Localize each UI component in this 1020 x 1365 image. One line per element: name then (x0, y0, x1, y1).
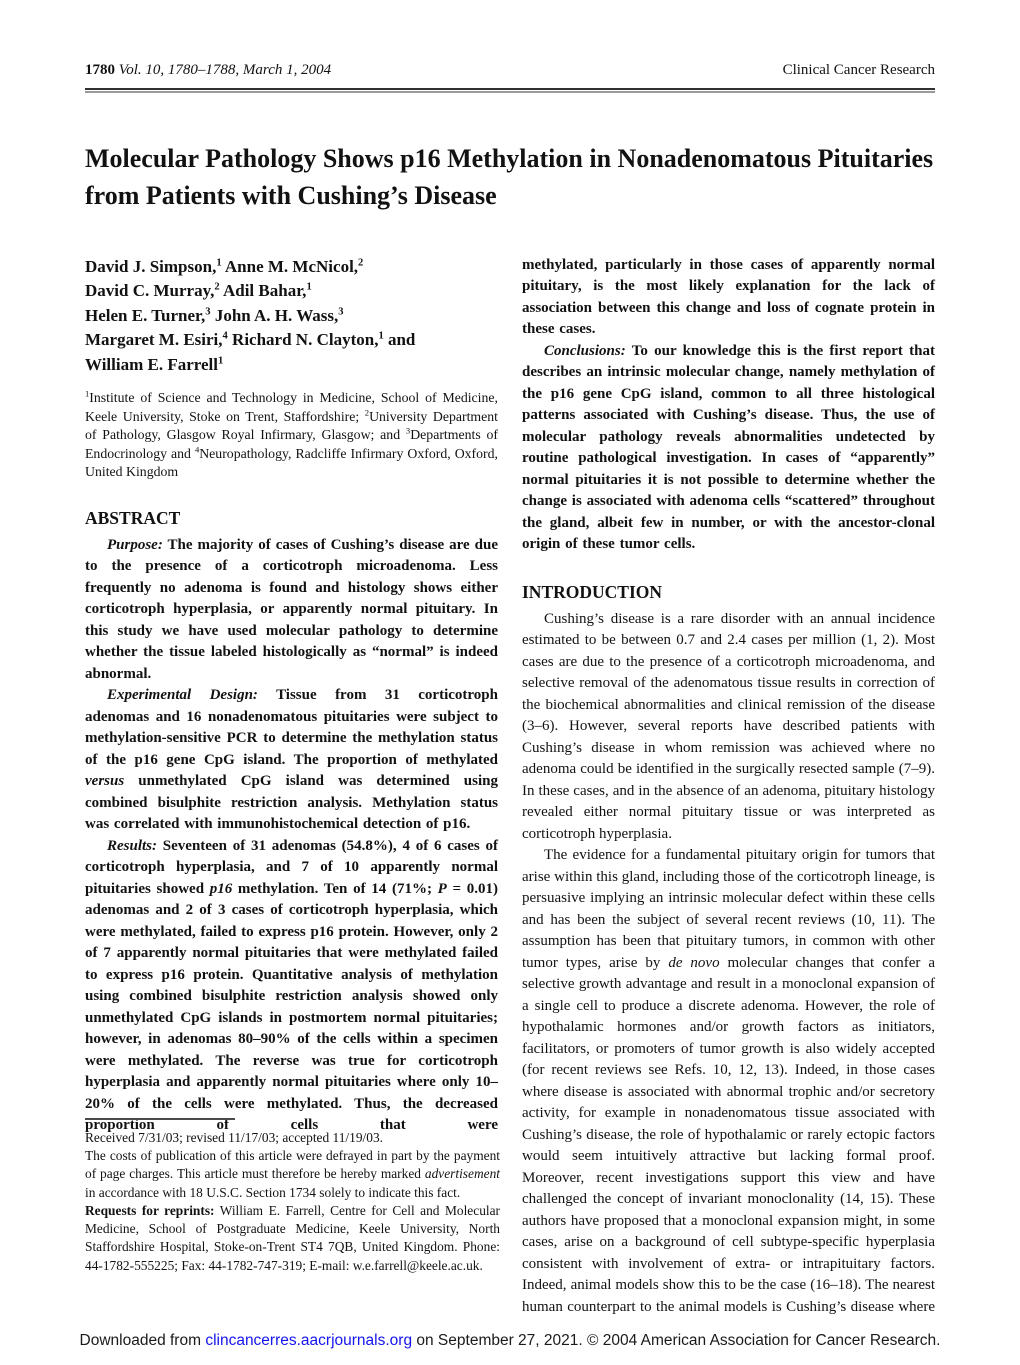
footnote-rule (85, 1118, 235, 1120)
author-list (85, 255, 498, 377)
affiliations (85, 389, 498, 481)
footer-post-text: on September 27, 2021. © 2004 American Association for Cancer Research. (412, 1332, 941, 1349)
header-citation (85, 62, 331, 79)
author-line (85, 353, 498, 377)
footnote-reprints (85, 1202, 500, 1275)
conclusions-label: Conclusions: (544, 342, 626, 359)
results-text: = 0.01) adenomas and 2 of 3 cases of corticotroph hyperplasia, which were methylated, failed to express p16 protein. However, only 2 of 7 apparently normal pituitaries that were methylated failed to express p16 protein. Quantitative analysis of methylation using combined bisulphite restriction analysis showed only unmethylated CpG islands in postmortem normal pituitaries; however, in adenomas 80–90% of the cells within a specimen were methylated. The reverse was true for corticotroph hyperplasia and apparently normal pituitaries where only 10–20% of the cells were methylated. Thus, the decreased proportion of cells that were (85, 880, 499, 1134)
affiliation-text: Departments of Endocrinology and (85, 427, 499, 461)
author-line (85, 279, 498, 303)
results-text: methylation. Ten of 14 (71%; (232, 880, 438, 897)
design-label: Experimental Design: (107, 687, 258, 704)
affiliation-mark: 3 (405, 425, 411, 436)
author-name: Anne M. McNicol, (221, 256, 359, 276)
page-number: 1780 (85, 62, 115, 78)
introduction-paragraph-1: Cushing’s disease is a rare disorder with an annual incidence estimated to be between 0.7 and 2.4 cases per million (1, 2). Most cases are due to the presence of a corticotroph microadenoma, and selective removal of the adenomatous tissue results in correction of the biochemical abnormalities and clinical remission of the disease (3–6). However, several reports have described patients with Cushing’s disease in whom remission was achieved where no adenoma could be identified in the surgically resected sample (7–9). In these cases, and in the absence of an adenoma, pituitary histology revealed either normal pituitary tissue or was interpreted as corticotroph hyperplasia. (522, 610, 935, 842)
article-title: Molecular Pathology Shows p16 Methylation in Nonadenomatous Pituitaries from Patients with Cushing’s Disease (85, 144, 934, 210)
abstract-conclusions-paragraph (522, 341, 935, 556)
author-affiliation-mark: 4 (222, 330, 228, 342)
introduction-paragraph-2 (522, 845, 935, 1318)
footnote-received: Received 7/31/03; revised 11/17/03; accepted 11/19/03. (85, 1130, 383, 1145)
purpose-text: The majority of cases of Cushing’s disease are due to the presence of a corticotroph microadenoma. Less frequently no adenoma is found and histology shows either corticotroph hyperplasia, or apparently normal pituitary. In this study we have used molecular pathology to determine whether the tissue labeled histologically as “normal” is indeed abnormal. (85, 536, 498, 682)
footnote-advertisement-italic: advertisement (424, 1166, 500, 1182)
download-footer-text (70, 1332, 950, 1350)
footnote-costs-text: The costs of publication of this article were defrayed in part by the payment of page charges. This article must therefore be hereby marked (85, 1148, 500, 1182)
affiliation-text: University Department of Pathology, Glasgow Royal Infirmary, Glasgow; and (85, 408, 498, 443)
design-italic: versus (85, 773, 125, 790)
author-affiliation-mark: 3 (205, 306, 211, 318)
author-affiliation-mark: 2 (358, 257, 364, 269)
author-name: Margaret M. Esiri, (85, 330, 223, 350)
abstract-results-continued: methylated, particularly in those cases of apparently normal pituitary, is the most likely explanation for the lack of association between this change and loss of cognate protein in these cases. (522, 256, 935, 338)
author-name: and (383, 330, 416, 350)
author-name: David J. Simpson, (85, 256, 217, 276)
page-header (85, 0, 935, 79)
abstract-purpose-paragraph (85, 535, 498, 686)
footer-pre-text: Downloaded from (79, 1332, 206, 1349)
results-italic-p: P (437, 880, 447, 897)
results-label: Results: (107, 837, 158, 854)
journal-name: Clinical Cancer Research (782, 62, 935, 78)
author-affiliation-mark: 1 (306, 281, 312, 293)
reprints-label: Requests for reprints: (85, 1202, 215, 1218)
introduction-heading: INTRODUCTION (522, 581, 663, 602)
author-affiliation-mark: 2 (214, 281, 220, 293)
author-line (85, 304, 498, 328)
abstract-heading: ABSTRACT (85, 507, 181, 528)
author-affiliation-mark: 1 (378, 330, 384, 342)
author-line (85, 328, 498, 352)
download-footer (0, 1332, 1020, 1350)
author-name: Richard N. Clayton, (227, 330, 379, 350)
intro-text: The evidence for a fundamental pituitary origin for tumors that arise within this gland, including those of the corticotroph lineage, is persuasive implying an intrinsic molecular defect within these cells and has been the subject of several recent reviews (10, 11). The assumption has been that pituitary tumors, in common with other tumor types, arise by (522, 847, 935, 971)
affiliation-mark: 2 (364, 407, 370, 418)
author-affiliation-mark: 1 (218, 355, 224, 367)
author-affiliation-mark: 1 (216, 257, 222, 269)
journal-site-link[interactable]: clincancerres.aacrjournals.org (205, 1332, 413, 1349)
author-line (85, 255, 498, 279)
intro-text: molecular changes that confer a selective growth advantage and result in a monoclonal expansion of a single cell to produce a discrete adenoma. However, the role of hypothalamic hormones and/or growth factors as initiators, facilitators, or promoters of tumor growth is also widely accepted (for recent reviews see Refs. 10, 12, 13). Indeed, in those cases where disease is associated with abnormal trophic and/or secretory activity, for example in nonadenomatous tissue associated with Cushing’s disease, the role of hypothalamic or rarely ectopic factors would seem intuitively attractive but lacking formal proof. Moreover, recent investigations support this view and have challenged the concept of invariant monoclonality (14, 15). These authors have proposed that a monoclonal expansion might, in some cases, arise on a background of cell subtype-specific hyperplasia consistent with involvement of extra- or intrapituitary factors. Indeed, animal models show this to be the case (16–18). The nearest human counterpart to the animal models is Cushing’s disease where (522, 954, 935, 1315)
affiliation-mark: 1 (85, 388, 90, 399)
affiliation-text: Neuropathology, Radcliffe Infirmary Oxford, Oxford, United Kingdom (85, 445, 498, 480)
author-affiliation-mark: 3 (338, 306, 344, 318)
author-name: William E. Farrell (85, 354, 218, 374)
abstract-results-paragraph (85, 836, 498, 1137)
right-column (522, 255, 935, 1319)
author-name: David C. Murray, (85, 281, 215, 301)
affiliation-mark: 4 (194, 444, 200, 455)
design-text: Tissue from 31 corticotroph adenomas and 16 nonadenomatous pituitaries were subject to methylation-sensitive PCR to determine the methylation status of the p16 gene CpG island. The proportion of methylated (85, 687, 498, 768)
results-italic-p16: p16 (209, 880, 233, 897)
abstract-design-paragraph (85, 685, 498, 836)
affiliation-text: Institute of Science and Technology in Medicine, School of Medicine, Keele University, Stoke on Trent, Staffordshire; (85, 390, 498, 424)
intro-italic-de-novo: de novo (668, 954, 720, 971)
conclusions-text: To our knowledge this is the first report that describes an intrinsic molecular change, namely methylation of the p16 gene CpG island, common to all three histological patterns associated with Cushing’s disease. Thus, the use of molecular pathology reveals abnormalities undetected by routine pathological investigation. In cases of “apparently” normal pituitaries it is not possible to determine whether the change is associated with adenoma cells “scattered” throughout the gland, albeit few in number, or with the ancestor-clonal origin of these tumor cells. (522, 342, 935, 553)
reprints-text: William E. Farrell, Centre for Cell and Molecular Medicine, School of Postgraduate Medicine, Keele University, North Staffordshire Hospital, Stoke-on-Trent ST4 7QB, United Kingdom. Phone: 44-1782-555225; Fax: 44-1782-747-319; E-mail: w.e.farrell@keele.ac.uk. (85, 1202, 501, 1273)
volume-citation: Vol. 10, 1780–1788, March 1, 2004 (118, 62, 332, 78)
header-rule (85, 88, 935, 93)
results-text: Seventeen of 31 adenomas (54.8%), 4 of 6 cases of corticotroph hyperplasia, and 7 of 10 apparently normal pituitaries showed (85, 837, 498, 897)
footnote-block (85, 1118, 500, 1275)
purpose-label: Purpose: (107, 536, 163, 553)
footnote-costs-text: in accordance with 18 U.S.C. Section 1734 solely to indicate this fact. (85, 1184, 461, 1200)
author-name: Helen E. Turner, (85, 305, 206, 325)
author-name: John A. H. Wass, (210, 305, 339, 325)
design-text: unmethylated CpG island was determined using combined bisulphite restriction analysis. Methylation status was correlated with immunohistochemical detection of p16. (85, 773, 498, 833)
author-name: Adil Bahar, (219, 281, 307, 301)
footnote-costs (85, 1147, 500, 1202)
